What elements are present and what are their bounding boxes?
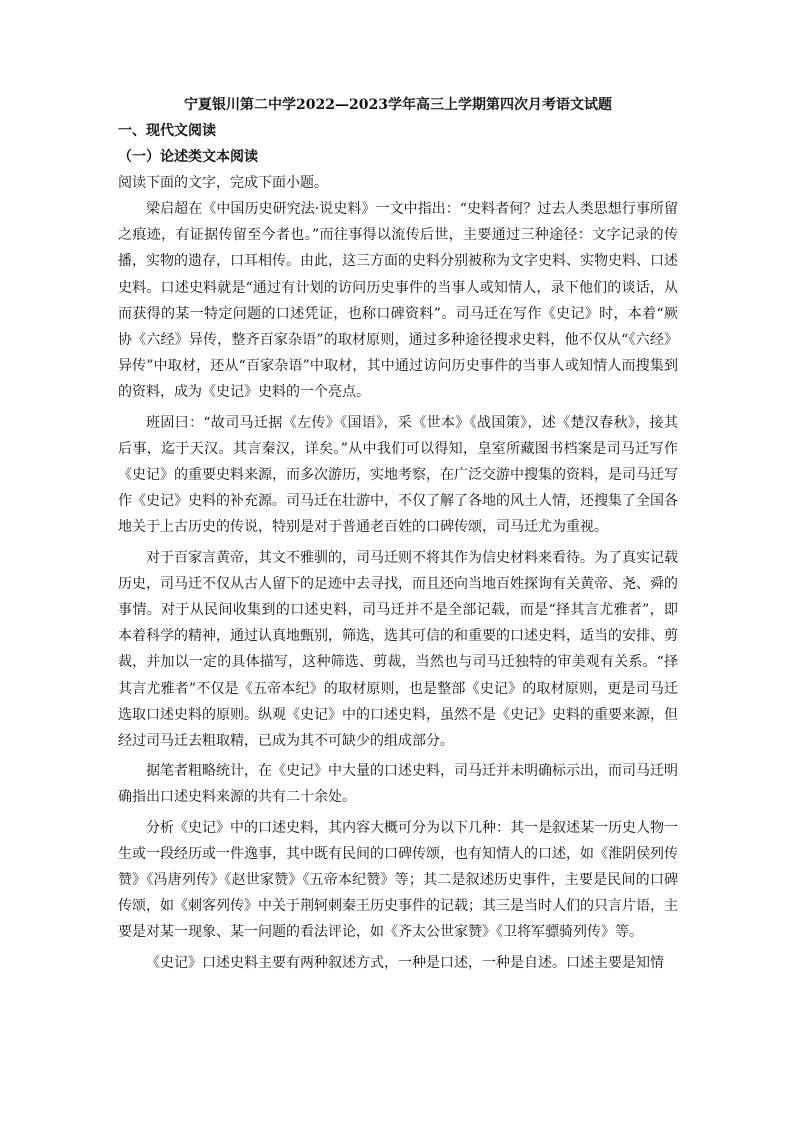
passage-paragraph-3: 对于百家言黄帝，其文不雅驯的，司马迁则不将其作为信史材料来看待。为了真实记载历史，司马迁不仅从古人留下的足迹中去寻找，而且还向当地百姓探询有关黄帝、尧、舜的事情。对于从民间收集到的口述史料，司马迁并不是全部记载，而是“择其言尤雅者”，即本着科学的精神，通过认真地甄别，筛选，选其可信的和重要的口述史料，适当的安排、剪裁，并加以一定的具体描写，这种筛选、剪裁，当然也与司马迁独特的审美观有关系。“择其言尤雅者”不仅是《五帝本纪》的取材原则，也是整部《史记》的取材原则，更是司马迁选取口述史料的原则。纵观《史记》中的口述史料，虽然不是《史记》史料的重要来源，但经过司马迁去粗取精，已成为其不可缺少的组成部分。	[118, 549, 678, 750]
passage-paragraph-5: 分析《史记》中的口述史料，其内容大概可分为以下几种：其一是叙述某一历史人物一生或一段经历或一件逸事，其中既有民间的口碑传颂，也有知情人的口述，如《淮阴侯列传赞》《冯唐列传》《赵世家赞》《五帝本纪赞》等；其二是叙述历史事件，主要是民间的口碑传颂，如《刺客列传》中关于荆轲刺秦王历史事件的记载；其三是当时人们的只言片语，主要是对某一现象、某一问题的看法评论，如《齐太公世家赞》《卫将军骠骑列传》等。	[118, 819, 678, 941]
document-title: 宁夏银川第二中学2022—2023学年高三上学期第四次月考语文试题	[184, 97, 612, 113]
section-heading: 一、现代文阅读	[118, 123, 216, 139]
passage-paragraph-2: 班固曰：“故司马迁据《左传》《国语》，采《世本》《战国策》，述《楚汉春秋》，接其后事，迄于天汉。其言秦汉，详矣。”从中我们可以得知，皇室所藏图书档案是司马迁写作《史记》的重要史料来源，而多次游历，实地考察，在广泛交游中搜集的资料，是司马迁写作《史记》史料的补充源。司马迁在壮游中，不仅了解了各地的风土人情，还搜集了全国各地关于上古历史的传说，特别是对于普通老百姓的口碑传颂，司马迁尤为重视。	[118, 414, 678, 536]
reading-instruction: 阅读下面的文字，完成下面小题。	[118, 175, 328, 191]
passage-body	[118, 196, 678, 976]
passage-paragraph-1: 梁启超在《中国历史研究法·说史料》一文中指出：“史料者何？过去人类思想行事所留之痕迹，有证据传留至今者也。”而往事得以流传后世，主要通过三种途径：文字记录的传播，实物的遗存，口耳相传。由此，这三方面的史料分别被称为文字史料、实物史料、口述史料。口述史料就是“通过有计划的访问历史事件的当事人或知情人，录下他们的谈话，从而获得的某一特定问题的口述凭证，也称口碑资料”。司马迁在写作《史记》时，本着“厥协《六经》异传，整齐百家杂语”的取材原则，通过多种途径搜求史料，他不仅从“《六经》异传”中取材，还从“百家杂语”中取材，其中通过访问历史事件的当事人或知情人而搜集到的资料，成为《史记》史料的一个亮点。	[118, 201, 678, 401]
subsection-heading: （一）论述类文本阅读	[118, 149, 258, 165]
document-page	[118, 92, 678, 976]
passage-paragraph-4: 据笔者粗略统计，在《史记》中大量的口述史料，司马迁并未明确标示出，而司马迁明确指出口述史料来源的共有二十余处。	[118, 763, 678, 806]
passage-paragraph-6: 《史记》口述史料主要有两种叙述方式，一种是口述，一种是自述。口述主要是知情	[146, 954, 664, 971]
